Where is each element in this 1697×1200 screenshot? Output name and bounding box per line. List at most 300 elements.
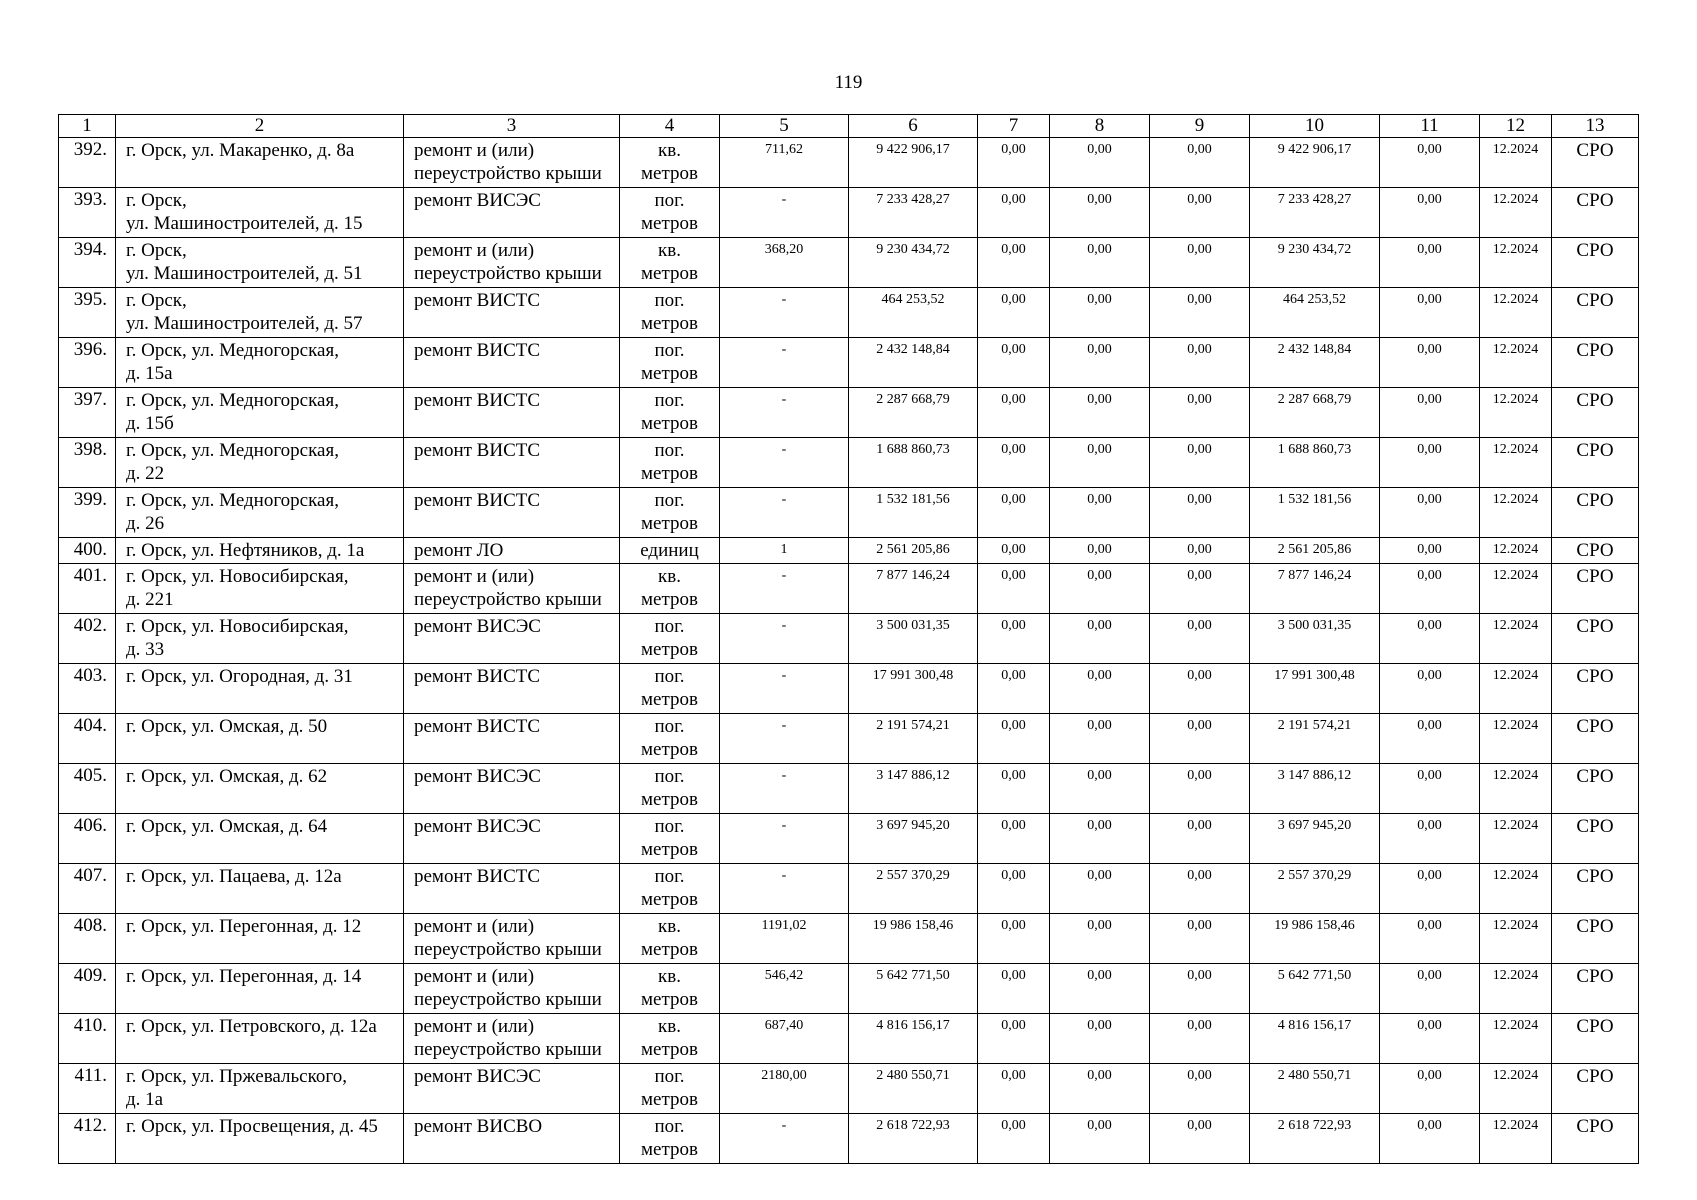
address-cell [116, 564, 404, 614]
row-number: 400. [59, 538, 116, 564]
quantity-cell: 1 [720, 538, 849, 564]
work-type-cell [404, 964, 620, 1014]
unit-cell-line: метров [641, 1089, 698, 1110]
work-type-cell-line: ремонт и (или) [414, 240, 535, 261]
row-number: 402. [59, 614, 116, 664]
col7-cell: 0,00 [978, 564, 1050, 614]
col11-cell: 0,00 [1380, 714, 1480, 764]
col9-cell: 0,00 [1150, 764, 1250, 814]
row-number: 409. [59, 964, 116, 1014]
total-cost-cell: 4 816 156,17 [849, 1014, 978, 1064]
column-header-12: 12 [1480, 115, 1552, 138]
address-cell [116, 488, 404, 538]
col8-cell: 0,00 [1050, 438, 1150, 488]
address-cell [116, 764, 404, 814]
method-cell: СРО [1552, 538, 1639, 564]
row-number: 399. [59, 488, 116, 538]
unit-cell-line: метров [641, 513, 698, 534]
table-row [59, 188, 1639, 238]
column-header-2: 2 [116, 115, 404, 138]
table-row [59, 714, 1639, 764]
work-type-cell-line: ремонт ВИСЭС [414, 816, 541, 837]
col10-cell: 2 618 722,93 [1250, 1114, 1380, 1164]
col11-cell: 0,00 [1380, 238, 1480, 288]
work-type-cell [404, 538, 620, 564]
address-cell-line: г. Орск, [126, 190, 187, 211]
unit-cell [620, 964, 720, 1014]
col9-cell: 0,00 [1150, 914, 1250, 964]
method-cell: СРО [1552, 488, 1639, 538]
col9-cell: 0,00 [1150, 338, 1250, 388]
unit-cell-line: кв. [658, 566, 681, 587]
table-row [59, 138, 1639, 188]
unit-cell [620, 764, 720, 814]
quantity-cell: 1191,02 [720, 914, 849, 964]
col10-cell: 3 697 945,20 [1250, 814, 1380, 864]
row-number: 407. [59, 864, 116, 914]
address-cell-line: д. 22 [126, 463, 165, 484]
column-header-7: 7 [978, 115, 1050, 138]
method-cell: СРО [1552, 714, 1639, 764]
col7-cell: 0,00 [978, 1114, 1050, 1164]
table-row [59, 964, 1639, 1014]
col9-cell: 0,00 [1150, 188, 1250, 238]
table-row [59, 288, 1639, 338]
col8-cell: 0,00 [1050, 1064, 1150, 1114]
address-cell [116, 814, 404, 864]
address-cell [116, 288, 404, 338]
unit-cell [620, 538, 720, 564]
quantity-cell: 711,62 [720, 138, 849, 188]
method-cell: СРО [1552, 338, 1639, 388]
address-cell [116, 338, 404, 388]
unit-cell [620, 714, 720, 764]
col9-cell: 0,00 [1150, 564, 1250, 614]
work-type-cell [404, 664, 620, 714]
address-cell [116, 538, 404, 564]
col11-cell: 0,00 [1380, 814, 1480, 864]
deadline-cell: 12.2024 [1480, 288, 1552, 338]
col8-cell: 0,00 [1050, 664, 1150, 714]
row-number: 411. [59, 1064, 116, 1114]
quantity-cell: 546,42 [720, 964, 849, 1014]
unit-cell-line: пог. [654, 1116, 685, 1137]
col7-cell: 0,00 [978, 764, 1050, 814]
work-type-cell [404, 238, 620, 288]
quantity-cell: - [720, 338, 849, 388]
col7-cell: 0,00 [978, 714, 1050, 764]
column-header-9: 9 [1150, 115, 1250, 138]
column-header-13: 13 [1552, 115, 1639, 138]
address-cell-line: г. Орск, ул. Нефтяников, д. 1а [126, 540, 365, 561]
col10-cell: 3 147 886,12 [1250, 764, 1380, 814]
col8-cell: 0,00 [1050, 764, 1150, 814]
quantity-cell: - [720, 1114, 849, 1164]
col9-cell: 0,00 [1150, 864, 1250, 914]
work-type-cell-line: переустройство крыши [414, 1039, 602, 1060]
address-cell-line: г. Орск, ул. Макаренко, д. 8а [126, 140, 355, 161]
deadline-cell: 12.2024 [1480, 914, 1552, 964]
col7-cell: 0,00 [978, 238, 1050, 288]
unit-cell-line: кв. [658, 240, 681, 261]
col8-cell: 0,00 [1050, 964, 1150, 1014]
col10-cell: 1 532 181,56 [1250, 488, 1380, 538]
table-row [59, 1064, 1639, 1114]
unit-cell-line: метров [641, 163, 698, 184]
address-cell-line: г. Орск, ул. Пацаева, д. 12а [126, 866, 342, 887]
col10-cell: 2 557 370,29 [1250, 864, 1380, 914]
col7-cell: 0,00 [978, 138, 1050, 188]
method-cell: СРО [1552, 564, 1639, 614]
col11-cell: 0,00 [1380, 964, 1480, 1014]
col7-cell: 0,00 [978, 914, 1050, 964]
unit-cell-line: метров [641, 363, 698, 384]
col7-cell: 0,00 [978, 188, 1050, 238]
work-type-cell [404, 1114, 620, 1164]
page-number: 119 [834, 72, 863, 93]
col8-cell: 0,00 [1050, 914, 1150, 964]
table-row [59, 438, 1639, 488]
deadline-cell: 12.2024 [1480, 138, 1552, 188]
total-cost-cell: 7 877 146,24 [849, 564, 978, 614]
unit-cell-line: метров [641, 639, 698, 660]
col9-cell: 0,00 [1150, 138, 1250, 188]
deadline-cell: 12.2024 [1480, 664, 1552, 714]
col8-cell: 0,00 [1050, 814, 1150, 864]
work-type-cell-line: ремонт и (или) [414, 966, 535, 987]
row-number: 397. [59, 388, 116, 438]
unit-cell-line: пог. [654, 290, 685, 311]
table-row [59, 914, 1639, 964]
col8-cell: 0,00 [1050, 864, 1150, 914]
method-cell: СРО [1552, 238, 1639, 288]
total-cost-cell: 17 991 300,48 [849, 664, 978, 714]
col9-cell: 0,00 [1150, 1064, 1250, 1114]
quantity-cell: - [720, 664, 849, 714]
total-cost-cell: 1 688 860,73 [849, 438, 978, 488]
column-header-3: 3 [404, 115, 620, 138]
col8-cell: 0,00 [1050, 138, 1150, 188]
col8-cell: 0,00 [1050, 238, 1150, 288]
unit-cell [620, 1114, 720, 1164]
address-cell-line: ул. Машиностроителей, д. 57 [126, 313, 363, 334]
col8-cell: 0,00 [1050, 488, 1150, 538]
address-cell-line: г. Орск, ул. Омская, д. 64 [126, 816, 328, 837]
column-header-1: 1 [59, 115, 116, 138]
col11-cell: 0,00 [1380, 388, 1480, 438]
unit-cell [620, 338, 720, 388]
unit-cell [620, 814, 720, 864]
work-type-cell-line: ремонт ВИСТС [414, 490, 541, 511]
unit-cell [620, 1014, 720, 1064]
repair-register-table [58, 114, 1639, 1164]
unit-cell-line: пог. [654, 866, 685, 887]
work-type-cell [404, 914, 620, 964]
col10-cell: 2 561 205,86 [1250, 538, 1380, 564]
col8-cell: 0,00 [1050, 564, 1150, 614]
unit-cell-line: кв. [658, 140, 681, 161]
deadline-cell: 12.2024 [1480, 1014, 1552, 1064]
work-type-cell-line: ремонт ВИСВО [414, 1116, 543, 1137]
address-cell-line: г. Орск, ул. Омская, д. 62 [126, 766, 328, 787]
address-cell [116, 864, 404, 914]
address-cell-line: г. Орск, ул. Медногорская, [126, 440, 339, 461]
col10-cell: 7 233 428,27 [1250, 188, 1380, 238]
col9-cell: 0,00 [1150, 238, 1250, 288]
deadline-cell: 12.2024 [1480, 238, 1552, 288]
work-type-cell-line: ремонт ВИСЭС [414, 766, 541, 787]
method-cell: СРО [1552, 814, 1639, 864]
unit-cell-line: пог. [654, 766, 685, 787]
unit-cell-line: пог. [654, 1066, 685, 1087]
work-type-cell-line: ремонт ВИСТС [414, 866, 541, 887]
row-number: 410. [59, 1014, 116, 1064]
row-number: 393. [59, 188, 116, 238]
unit-cell-line: метров [641, 413, 698, 434]
row-number: 405. [59, 764, 116, 814]
column-header-6: 6 [849, 115, 978, 138]
col10-cell: 3 500 031,35 [1250, 614, 1380, 664]
col7-cell: 0,00 [978, 814, 1050, 864]
col7-cell: 0,00 [978, 388, 1050, 438]
address-cell [116, 1014, 404, 1064]
col7-cell: 0,00 [978, 964, 1050, 1014]
unit-cell-line: метров [641, 789, 698, 810]
deadline-cell: 12.2024 [1480, 864, 1552, 914]
address-cell [116, 714, 404, 764]
deadline-cell: 12.2024 [1480, 814, 1552, 864]
total-cost-cell: 9 422 906,17 [849, 138, 978, 188]
total-cost-cell: 2 561 205,86 [849, 538, 978, 564]
quantity-cell: - [720, 488, 849, 538]
address-cell [116, 1114, 404, 1164]
work-type-cell-line: ремонт ВИСЭС [414, 1066, 541, 1087]
unit-cell-line: метров [641, 689, 698, 710]
deadline-cell: 12.2024 [1480, 338, 1552, 388]
col7-cell: 0,00 [978, 288, 1050, 338]
work-type-cell-line: ремонт и (или) [414, 1016, 535, 1037]
address-cell [116, 914, 404, 964]
work-type-cell [404, 288, 620, 338]
work-type-cell [404, 138, 620, 188]
work-type-cell-line: ремонт ВИСТС [414, 440, 541, 461]
column-header-5: 5 [720, 115, 849, 138]
work-type-cell-line: ремонт ВИСТС [414, 290, 541, 311]
method-cell: СРО [1552, 764, 1639, 814]
table-row [59, 1114, 1639, 1164]
address-cell-line: д. 26 [126, 513, 165, 534]
work-type-cell-line: переустройство крыши [414, 263, 602, 284]
work-type-cell-line: ремонт и (или) [414, 566, 535, 587]
quantity-cell: - [720, 388, 849, 438]
col11-cell: 0,00 [1380, 188, 1480, 238]
quantity-cell: - [720, 764, 849, 814]
col11-cell: 0,00 [1380, 614, 1480, 664]
work-type-cell-line: переустройство крыши [414, 989, 602, 1010]
col8-cell: 0,00 [1050, 1014, 1150, 1064]
address-cell-line: г. Орск, ул. Новосибирская, [126, 566, 349, 587]
unit-cell [620, 864, 720, 914]
col8-cell: 0,00 [1050, 1114, 1150, 1164]
total-cost-cell: 2 432 148,84 [849, 338, 978, 388]
total-cost-cell: 2 480 550,71 [849, 1064, 978, 1114]
col10-cell: 2 191 574,21 [1250, 714, 1380, 764]
work-type-cell [404, 438, 620, 488]
table-row [59, 338, 1639, 388]
method-cell: СРО [1552, 288, 1639, 338]
deadline-cell: 12.2024 [1480, 714, 1552, 764]
row-number: 403. [59, 664, 116, 714]
unit-cell-line: кв. [658, 1016, 681, 1037]
address-cell-line: г. Орск, ул. Огородная, д. 31 [126, 666, 353, 687]
work-type-cell [404, 814, 620, 864]
col9-cell: 0,00 [1150, 1014, 1250, 1064]
quantity-cell: - [720, 564, 849, 614]
address-cell [116, 238, 404, 288]
col9-cell: 0,00 [1150, 438, 1250, 488]
deadline-cell: 12.2024 [1480, 488, 1552, 538]
unit-cell-line: метров [641, 839, 698, 860]
address-cell-line: д. 33 [126, 639, 165, 660]
col8-cell: 0,00 [1050, 188, 1150, 238]
total-cost-cell: 7 233 428,27 [849, 188, 978, 238]
col11-cell: 0,00 [1380, 1014, 1480, 1064]
address-cell-line: ул. Машиностроителей, д. 51 [126, 263, 363, 284]
unit-cell-line: кв. [658, 916, 681, 937]
address-cell-line: д. 221 [126, 589, 174, 610]
address-cell-line: г. Орск, ул. Перегонная, д. 12 [126, 916, 362, 937]
col11-cell: 0,00 [1380, 664, 1480, 714]
col10-cell: 7 877 146,24 [1250, 564, 1380, 614]
col7-cell: 0,00 [978, 538, 1050, 564]
col11-cell: 0,00 [1380, 338, 1480, 388]
col10-cell: 1 688 860,73 [1250, 438, 1380, 488]
col11-cell: 0,00 [1380, 1064, 1480, 1114]
total-cost-cell: 2 287 668,79 [849, 388, 978, 438]
total-cost-cell: 2 191 574,21 [849, 714, 978, 764]
method-cell: СРО [1552, 1064, 1639, 1114]
quantity-cell: - [720, 714, 849, 764]
address-cell [116, 438, 404, 488]
row-number: 395. [59, 288, 116, 338]
work-type-cell [404, 488, 620, 538]
work-type-cell [404, 864, 620, 914]
quantity-cell: 2180,00 [720, 1064, 849, 1114]
address-cell-line: г. Орск, [126, 290, 187, 311]
unit-cell-line: кв. [658, 966, 681, 987]
col9-cell: 0,00 [1150, 614, 1250, 664]
col11-cell: 0,00 [1380, 138, 1480, 188]
work-type-cell [404, 614, 620, 664]
method-cell: СРО [1552, 964, 1639, 1014]
work-type-cell-line: ремонт ВИСТС [414, 716, 541, 737]
table-row [59, 488, 1639, 538]
work-type-cell-line: ремонт ВИСЭС [414, 190, 541, 211]
col7-cell: 0,00 [978, 488, 1050, 538]
unit-cell [620, 564, 720, 614]
work-type-cell [404, 338, 620, 388]
col7-cell: 0,00 [978, 864, 1050, 914]
col8-cell: 0,00 [1050, 288, 1150, 338]
work-type-cell [404, 1064, 620, 1114]
unit-cell-line: метров [641, 939, 698, 960]
unit-cell-line: пог. [654, 190, 685, 211]
method-cell: СРО [1552, 864, 1639, 914]
deadline-cell: 12.2024 [1480, 1064, 1552, 1114]
method-cell: СРО [1552, 188, 1639, 238]
col9-cell: 0,00 [1150, 814, 1250, 864]
deadline-cell: 12.2024 [1480, 438, 1552, 488]
unit-cell [620, 238, 720, 288]
work-type-cell-line: ремонт и (или) [414, 916, 535, 937]
col9-cell: 0,00 [1150, 964, 1250, 1014]
col7-cell: 0,00 [978, 614, 1050, 664]
work-type-cell [404, 1014, 620, 1064]
col11-cell: 0,00 [1380, 538, 1480, 564]
col11-cell: 0,00 [1380, 864, 1480, 914]
col11-cell: 0,00 [1380, 488, 1480, 538]
col10-cell: 464 253,52 [1250, 288, 1380, 338]
col7-cell: 0,00 [978, 438, 1050, 488]
row-number: 406. [59, 814, 116, 864]
address-cell-line: г. Орск, ул. Медногорская, [126, 490, 339, 511]
table-row [59, 388, 1639, 438]
col10-cell: 9 422 906,17 [1250, 138, 1380, 188]
table-body [59, 138, 1639, 1164]
quantity-cell: - [720, 438, 849, 488]
total-cost-cell: 9 230 434,72 [849, 238, 978, 288]
table-row [59, 814, 1639, 864]
total-cost-cell: 464 253,52 [849, 288, 978, 338]
work-type-cell-line: ремонт ВИСТС [414, 666, 541, 687]
unit-cell [620, 914, 720, 964]
work-type-cell-line: переустройство крыши [414, 163, 602, 184]
table-row [59, 238, 1639, 288]
total-cost-cell: 2 557 370,29 [849, 864, 978, 914]
col11-cell: 0,00 [1380, 564, 1480, 614]
row-number: 404. [59, 714, 116, 764]
total-cost-cell: 3 147 886,12 [849, 764, 978, 814]
col10-cell: 19 986 158,46 [1250, 914, 1380, 964]
total-cost-cell: 3 500 031,35 [849, 614, 978, 664]
address-cell [116, 664, 404, 714]
col10-cell: 5 642 771,50 [1250, 964, 1380, 1014]
col9-cell: 0,00 [1150, 714, 1250, 764]
address-cell-line: г. Орск, ул. Медногорская, [126, 390, 339, 411]
table-row [59, 864, 1639, 914]
col9-cell: 0,00 [1150, 1114, 1250, 1164]
unit-cell-line: пог. [654, 666, 685, 687]
unit-cell [620, 438, 720, 488]
unit-cell-line: метров [641, 739, 698, 760]
table-row [59, 1014, 1639, 1064]
total-cost-cell: 2 618 722,93 [849, 1114, 978, 1164]
method-cell: СРО [1552, 614, 1639, 664]
col8-cell: 0,00 [1050, 338, 1150, 388]
address-cell-line: г. Орск, ул. Новосибирская, [126, 616, 349, 637]
address-cell-line: г. Орск, [126, 240, 187, 261]
unit-cell [620, 664, 720, 714]
unit-cell [620, 614, 720, 664]
method-cell: СРО [1552, 438, 1639, 488]
col9-cell: 0,00 [1150, 538, 1250, 564]
address-cell [116, 388, 404, 438]
work-type-cell-line: переустройство крыши [414, 589, 602, 610]
deadline-cell: 12.2024 [1480, 964, 1552, 1014]
column-header-10: 10 [1250, 115, 1380, 138]
col10-cell: 2 480 550,71 [1250, 1064, 1380, 1114]
col10-cell: 17 991 300,48 [1250, 664, 1380, 714]
